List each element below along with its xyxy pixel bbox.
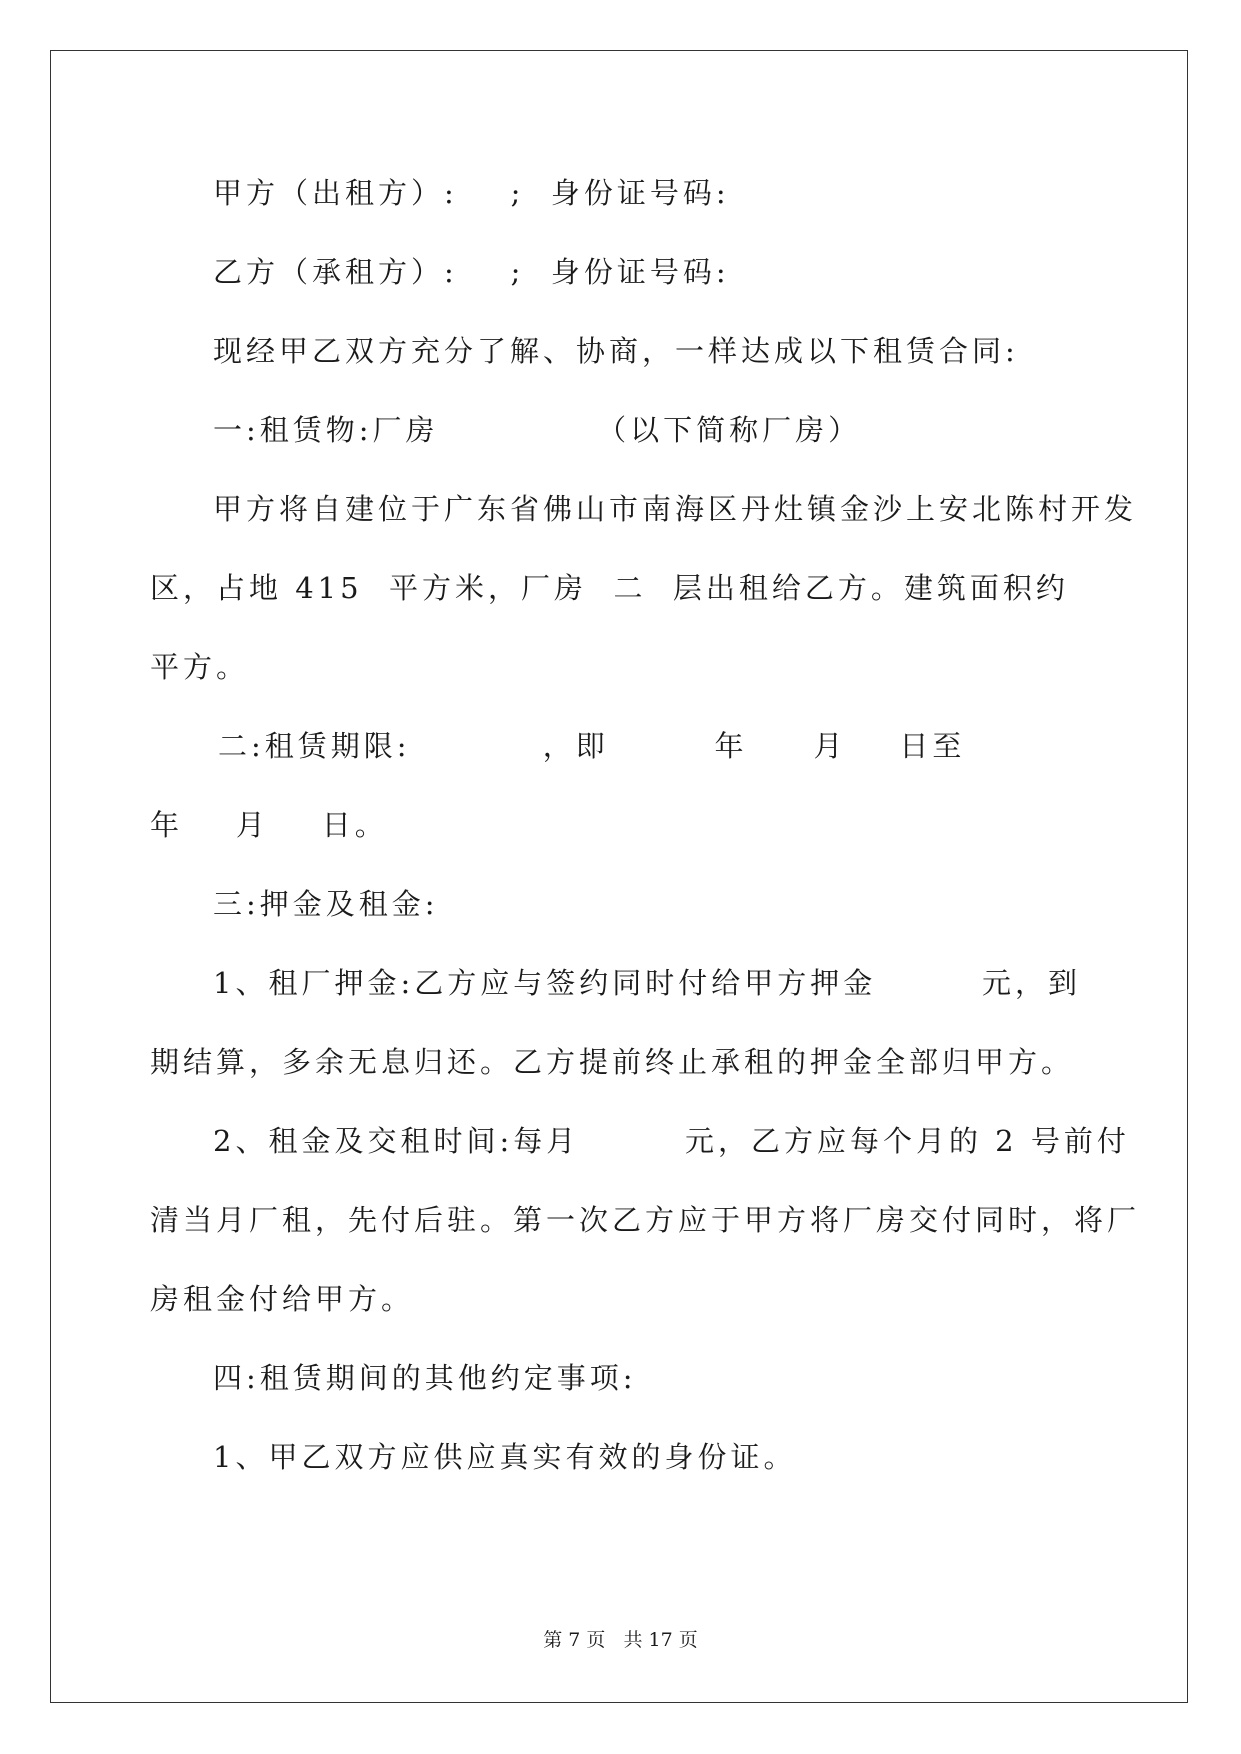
section-1-heading: 一:租赁物:厂房 （以下简称厂房） [213, 413, 862, 447]
rent-line-3: 房租金付给甲方。 [150, 1282, 415, 1316]
section-1-text-line-3: 平方。 [150, 650, 250, 684]
deposit-line-1: 1、租厂押金:乙方应与签约同时付给甲方押金 元，到 [213, 966, 1081, 1000]
page-number-footer: 第 7 页 共 17 页 [543, 1629, 698, 1651]
section-4-heading: 四:租赁期间的其他约定事项: [213, 1361, 637, 1395]
section-2-line-2: 年 月 日。 [150, 808, 388, 842]
section-1-text-line-2: 区，占地 415 平方米，厂房 二 层出租给乙方。建筑面积约 [150, 571, 1069, 605]
lessee-line: 乙方（承租方）: ; 身份证号码: [213, 255, 730, 289]
section-2-line-1: 二:租赁期限: ，即 年 月 日至 [218, 729, 966, 763]
deposit-line-2: 期结算，多余无息归还。乙方提前终止承租的押金全部归甲方。 [150, 1045, 1075, 1079]
rent-line-1: 2、租金及交租时间:每月 元，乙方应每个月的 2 号前付 [213, 1124, 1130, 1158]
rent-line-2: 清当月厂租，先付后驻。第一次乙方应于甲方将厂房交付同时，将厂 [150, 1203, 1141, 1237]
section-1-text-line-1: 甲方将自建位于广东省佛山市南海区丹灶镇金沙上安北陈村开发 [213, 492, 1138, 526]
agreement-intro: 现经甲乙双方充分了解、协商，一样达成以下租赁合同: [213, 334, 1019, 368]
lessor-line: 甲方（出租方）: ; 身份证号码: [213, 176, 730, 210]
section-4-item-1: 1、甲乙双方应供应真实有效的身份证。 [213, 1440, 797, 1474]
section-3-heading: 三:押金及租金: [213, 887, 439, 921]
